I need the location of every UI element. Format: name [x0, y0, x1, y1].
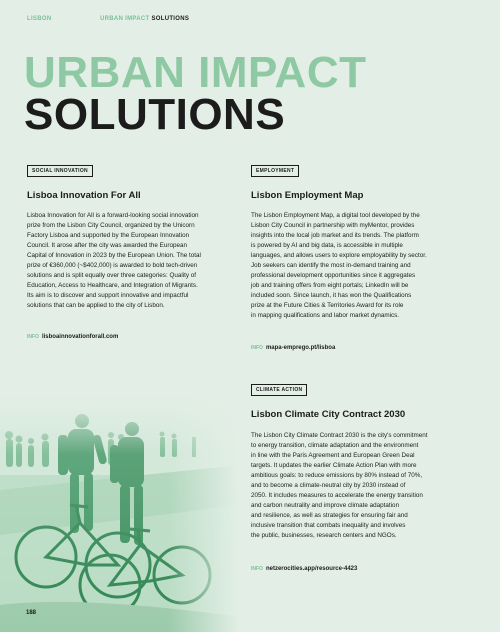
- body-line: in line with the Paris Agreement and European Green Deal: [251, 452, 415, 459]
- body-line: Job seekers can identify the most in-demand training and: [251, 262, 411, 269]
- body-line: in mapping qualifications and labor market dynamics.: [251, 312, 400, 319]
- body-line: insights into the local job market and its trends. The platform: [251, 232, 419, 239]
- body-line: Lisboa Innovation for All is a forward-looking social innovation: [27, 212, 199, 219]
- info-line-innovation: [27, 334, 118, 340]
- body-line: languages, and allows users to explore employability by sector.: [251, 252, 427, 259]
- body-line: Lisbon City Council in partnership with myMentor, provides: [251, 222, 415, 229]
- body-line: and resilience, as well as strategies for ensuring fair and: [251, 512, 408, 519]
- info-line-climate: [251, 566, 357, 572]
- tag-climate-action: CLIMATE ACTION: [251, 384, 307, 396]
- article-heading-employment: Lisbon Employment Map: [251, 190, 364, 201]
- body-line: Factory Lisboa and supported by the European Innovation: [27, 232, 190, 239]
- body-line: Its aim is to discover and support innovative and impactful: [27, 292, 189, 299]
- body-line: the public, businesses, research centers and NGOs.: [251, 532, 397, 539]
- body-line: Education, Access to Healthcare, and Integration of Migrants.: [27, 282, 198, 289]
- body-line: The Lisbon Employment Map, a digital tool developed by the: [251, 212, 420, 219]
- body-line: prize from the Lisbon City Council, organized by the Unicorn: [27, 222, 195, 229]
- tag-social-innovation: SOCIAL INNOVATION: [27, 165, 93, 177]
- body-line: targets. It updates the earlier Climate Action Plan with more: [251, 462, 417, 469]
- body-line: solutions that can be applied to the city of Lisbon.: [27, 302, 165, 309]
- header-city: LISBON: [27, 16, 52, 22]
- body-line: prize of €360,000 (~$402,000) is awarded to bold tech-driven: [27, 262, 198, 269]
- article-heading-innovation: Lisboa Innovation For All: [27, 190, 141, 201]
- body-line: to energy transition, climate adaptation and the environment: [251, 442, 419, 449]
- running-header: [27, 16, 473, 28]
- body-line: 2050. It includes measures to accelerate the energy transition: [251, 492, 423, 499]
- header-section-a: URBAN IMPACT: [100, 16, 150, 22]
- info-line-employment: [251, 345, 335, 351]
- body-line: is powered by AI and big data, is accessible in multiple: [251, 242, 403, 249]
- body-line: inclusive transition that combats inequality and involves: [251, 522, 406, 529]
- body-line: prize at the Future Cities & Territories Award for its role: [251, 302, 404, 309]
- article-body-innovation: [27, 211, 237, 311]
- header-section-b: SOLUTIONS: [151, 16, 190, 22]
- body-line: professional development opportunities since it aggregates: [251, 272, 416, 279]
- tag-employment: EMPLOYMENT: [251, 165, 299, 177]
- body-line: Council. It arose after the city was awarded the European: [27, 242, 187, 249]
- page-title: [24, 48, 367, 139]
- body-line: ambitious goals: to reduce emissions by 80% instead of 70%,: [251, 472, 423, 479]
- body-line: and to become a climate-neutral city by 2030 instead of: [251, 482, 406, 489]
- body-line: Capital of Innovation in 2023 by the European Union. The total: [27, 252, 201, 259]
- page-number: 188: [26, 610, 37, 616]
- info-label: INFO: [251, 345, 263, 351]
- header-section: [100, 16, 189, 22]
- body-line: The Lisbon City Climate Contract 2030 is the city's commitment: [251, 432, 428, 439]
- info-link-climate[interactable]: netzerocities.app/resource-4423: [265, 566, 358, 572]
- info-label: INFO: [27, 334, 39, 340]
- body-line: included soon. Since launch, it has won the Qualifications: [251, 292, 412, 299]
- body-line: job and training offers from eight portals; LinkedIn will be: [251, 282, 409, 289]
- cyclists-photo: [0, 395, 240, 632]
- title-line-2: SOLUTIONS: [24, 90, 286, 139]
- title-line-1: URBAN IMPACT: [24, 48, 367, 97]
- info-label: INFO: [251, 566, 263, 572]
- body-line: solutions and is split equally over three categories: Quality of: [27, 272, 197, 279]
- cyclists-photo-illustration: [0, 395, 240, 632]
- info-link-innovation[interactable]: lisboainnovationforall.com: [41, 334, 119, 340]
- article-body-employment: [251, 211, 473, 321]
- article-heading-climate: Lisbon Climate City Contract 2030: [251, 409, 406, 420]
- article-body-climate: [251, 431, 473, 541]
- body-line: and carbon neutrality and improve climate adaptation: [251, 502, 400, 509]
- info-link-employment[interactable]: mapa-emprego.pt/lisboa: [265, 345, 336, 351]
